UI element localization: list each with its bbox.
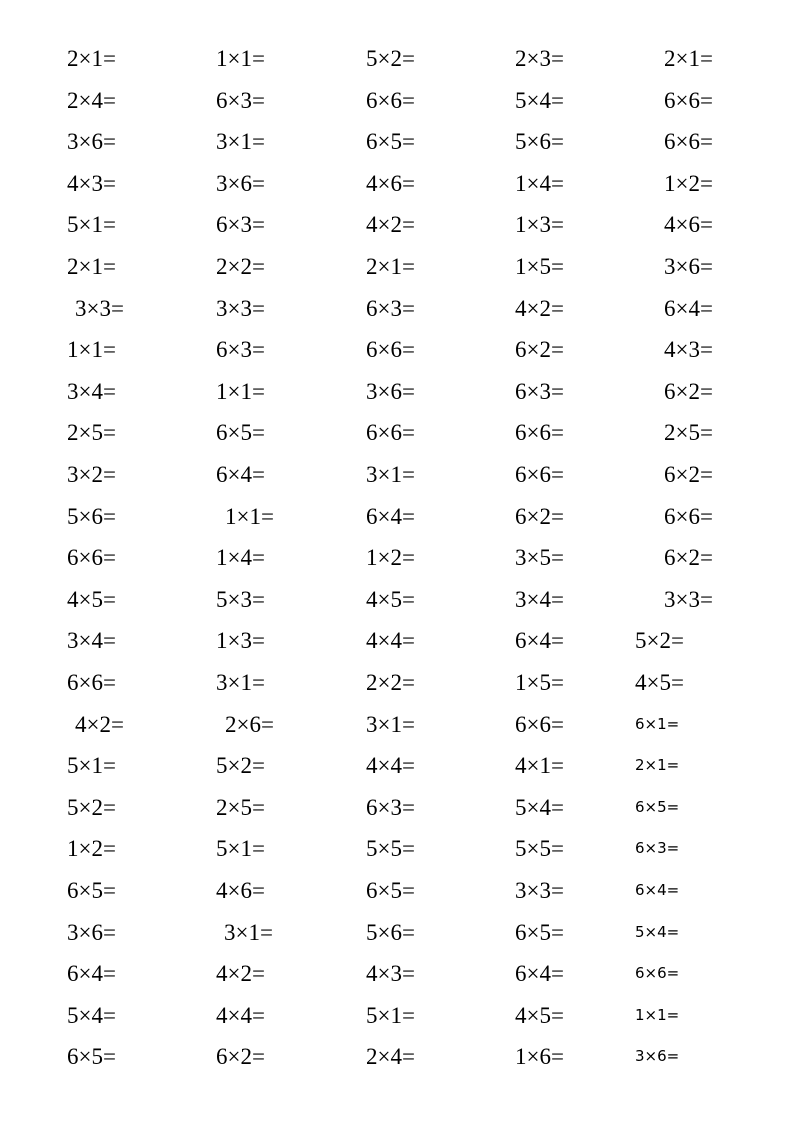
problem-col1-row8: 1×1=	[67, 337, 116, 363]
problem-col2-row25: 6×2=	[216, 1044, 265, 1070]
problem-col2-row10: 6×5=	[216, 420, 265, 446]
problem-col3-row11: 3×1=	[366, 462, 415, 487]
problem-col1-row5: 5×1=	[67, 212, 116, 238]
problem-col3-row17: 3×1=	[366, 711, 415, 737]
problem-col5-row5: 4×6=	[664, 212, 713, 238]
problem-col1-row13: 6×6=	[67, 545, 116, 571]
problem-col4-row14: 3×4=	[515, 586, 564, 612]
problem-col1-row3: 3×6=	[67, 129, 116, 155]
problem-col1-row9: 3×4=	[67, 378, 116, 404]
problem-col4-row17: 6×6=	[515, 711, 564, 737]
problem-col5-row22: 5×4=	[635, 922, 680, 941]
problem-col5-row8: 4×3=	[664, 337, 713, 363]
problem-col3-row20: 5×5=	[366, 836, 415, 862]
problem-col3-row21: 6×5=	[366, 878, 415, 903]
problem-col2-row5: 6×3=	[216, 212, 265, 238]
problem-col3-row18: 4×4=	[366, 753, 415, 779]
problem-col2-row11: 6×4=	[216, 462, 265, 487]
problem-col2-row12: 1×1=	[225, 503, 274, 529]
problem-col1-row15: 3×4=	[67, 628, 116, 654]
problem-col5-row4: 1×2=	[664, 170, 713, 196]
problem-col1-row18: 5×1=	[67, 753, 116, 779]
problem-col3-row4: 4×6=	[366, 170, 415, 196]
problem-col5-row11: 6×2=	[664, 462, 713, 487]
problem-col2-row2: 6×3=	[216, 87, 265, 113]
problem-col5-row25: 3×6=	[635, 1047, 680, 1066]
problem-col5-row23: 6×6=	[635, 964, 680, 983]
problem-col5-row12: 6×6=	[664, 503, 713, 529]
problem-col5-row18: 2×1=	[635, 756, 680, 775]
problem-col4-row11: 6×6=	[515, 462, 564, 487]
problem-col2-row8: 6×3=	[216, 337, 265, 363]
problem-col2-row3: 3×1=	[216, 129, 265, 155]
problem-col2-row18: 5×2=	[216, 753, 265, 779]
problem-col4-row15: 6×4=	[515, 628, 564, 654]
problem-col1-row17: 4×2=	[75, 711, 124, 737]
problem-col3-row14: 4×5=	[366, 586, 415, 612]
problem-col2-row17: 2×6=	[225, 711, 274, 737]
problem-col3-row12: 6×4=	[366, 503, 415, 529]
problem-col2-row9: 1×1=	[216, 378, 265, 404]
problem-col4-row4: 1×4=	[515, 170, 564, 196]
problem-col1-row21: 6×5=	[67, 878, 116, 903]
problem-col3-row6: 2×1=	[366, 254, 415, 279]
problem-col1-row14: 4×5=	[67, 586, 116, 612]
problem-col3-row23: 4×3=	[366, 961, 415, 987]
problem-col1-row4: 4×3=	[67, 170, 116, 196]
problem-col3-row8: 6×6=	[366, 337, 415, 363]
problem-col5-row9: 6×2=	[664, 378, 713, 404]
problem-col3-row2: 6×6=	[366, 87, 415, 113]
problem-col1-row22: 3×6=	[67, 919, 116, 945]
problem-col1-row16: 6×6=	[67, 670, 116, 695]
problem-col4-row19: 5×4=	[515, 794, 564, 820]
problem-col5-row19: 6×5=	[635, 797, 680, 816]
problem-col4-row7: 4×2=	[515, 295, 564, 321]
problem-col5-row10: 2×5=	[664, 420, 713, 446]
problem-col4-row21: 3×3=	[515, 878, 564, 903]
problem-col4-row24: 4×5=	[515, 1002, 564, 1028]
problem-col1-row1: 2×1=	[67, 46, 116, 71]
problem-col4-row1: 2×3=	[515, 46, 564, 71]
problem-col4-row10: 6×6=	[515, 420, 564, 446]
problem-col3-row5: 4×2=	[366, 212, 415, 238]
problem-col4-row8: 6×2=	[515, 337, 564, 363]
problem-col3-row25: 2×4=	[366, 1044, 415, 1070]
problem-col5-row7: 6×4=	[664, 295, 713, 321]
problem-col5-row24: 1×1=	[635, 1005, 680, 1024]
problem-col2-row6: 2×2=	[216, 254, 265, 279]
problem-col4-row18: 4×1=	[515, 753, 564, 779]
problem-col3-row15: 4×4=	[366, 628, 415, 654]
problem-col1-row7: 3×3=	[75, 295, 124, 321]
problem-col4-row22: 6×5=	[515, 919, 564, 945]
problem-col3-row10: 6×6=	[366, 420, 415, 446]
problem-col4-row16: 1×5=	[515, 670, 564, 695]
problem-col1-row11: 3×2=	[67, 462, 116, 487]
problem-col2-row23: 4×2=	[216, 961, 265, 987]
problem-col1-row2: 2×4=	[67, 87, 116, 113]
problem-col4-row9: 6×3=	[515, 378, 564, 404]
problem-col1-row20: 1×2=	[67, 836, 116, 862]
problem-col4-row23: 6×4=	[515, 961, 564, 987]
problem-col3-row7: 6×3=	[366, 295, 415, 321]
problem-col4-row12: 6×2=	[515, 503, 564, 529]
problem-col2-row13: 1×4=	[216, 545, 265, 571]
problem-col2-row24: 4×4=	[216, 1002, 265, 1028]
problem-col5-row16: 4×5=	[635, 670, 684, 695]
problem-col3-row22: 5×6=	[366, 919, 415, 945]
problem-col2-row21: 4×6=	[216, 878, 265, 903]
problem-col5-row1: 2×1=	[664, 46, 713, 71]
problem-col5-row21: 6×4=	[635, 881, 680, 899]
problem-col1-row6: 2×1=	[67, 254, 116, 279]
problem-col4-row3: 5×6=	[515, 129, 564, 155]
problem-col2-row22: 3×1=	[224, 919, 273, 945]
problem-col4-row2: 5×4=	[515, 87, 564, 113]
problem-col1-row24: 5×4=	[67, 1002, 116, 1028]
problem-col3-row1: 5×2=	[366, 46, 415, 71]
problem-col2-row7: 3×3=	[216, 295, 265, 321]
problem-col5-row13: 6×2=	[664, 545, 713, 571]
problem-col4-row6: 1×5=	[515, 254, 564, 279]
problem-col4-row13: 3×5=	[515, 545, 564, 571]
problem-col5-row14: 3×3=	[664, 586, 713, 612]
problem-col2-row1: 1×1=	[216, 46, 265, 71]
problem-col4-row25: 1×6=	[515, 1044, 564, 1070]
problem-col3-row13: 1×2=	[366, 545, 415, 571]
problem-col3-row24: 5×1=	[366, 1002, 415, 1028]
problem-col1-row10: 2×5=	[67, 420, 116, 446]
problem-col1-row19: 5×2=	[67, 794, 116, 820]
problem-col2-row15: 1×3=	[216, 628, 265, 654]
problem-col1-row25: 6×5=	[67, 1044, 116, 1070]
problem-col4-row20: 5×5=	[515, 836, 564, 862]
problem-col1-row12: 5×6=	[67, 503, 116, 529]
problem-col5-row20: 6×3=	[635, 839, 680, 858]
problem-col2-row4: 3×6=	[216, 170, 265, 196]
problem-col3-row3: 6×5=	[366, 129, 415, 155]
problem-col5-row15: 5×2=	[635, 628, 684, 654]
problem-col2-row20: 5×1=	[216, 836, 265, 862]
problem-col2-row14: 5×3=	[216, 586, 265, 612]
problem-col2-row19: 2×5=	[216, 794, 265, 820]
problem-col5-row17: 6×1=	[635, 714, 680, 733]
problem-col5-row2: 6×6=	[664, 87, 713, 113]
problem-col5-row6: 3×6=	[664, 254, 713, 279]
problem-col3-row19: 6×3=	[366, 794, 415, 820]
problem-col4-row5: 1×3=	[515, 212, 564, 238]
problem-col3-row9: 3×6=	[366, 378, 415, 404]
problem-col2-row16: 3×1=	[216, 670, 265, 695]
problem-col3-row16: 2×2=	[366, 670, 415, 695]
problem-col1-row23: 6×4=	[67, 961, 116, 987]
problem-col5-row3: 6×6=	[664, 129, 713, 155]
